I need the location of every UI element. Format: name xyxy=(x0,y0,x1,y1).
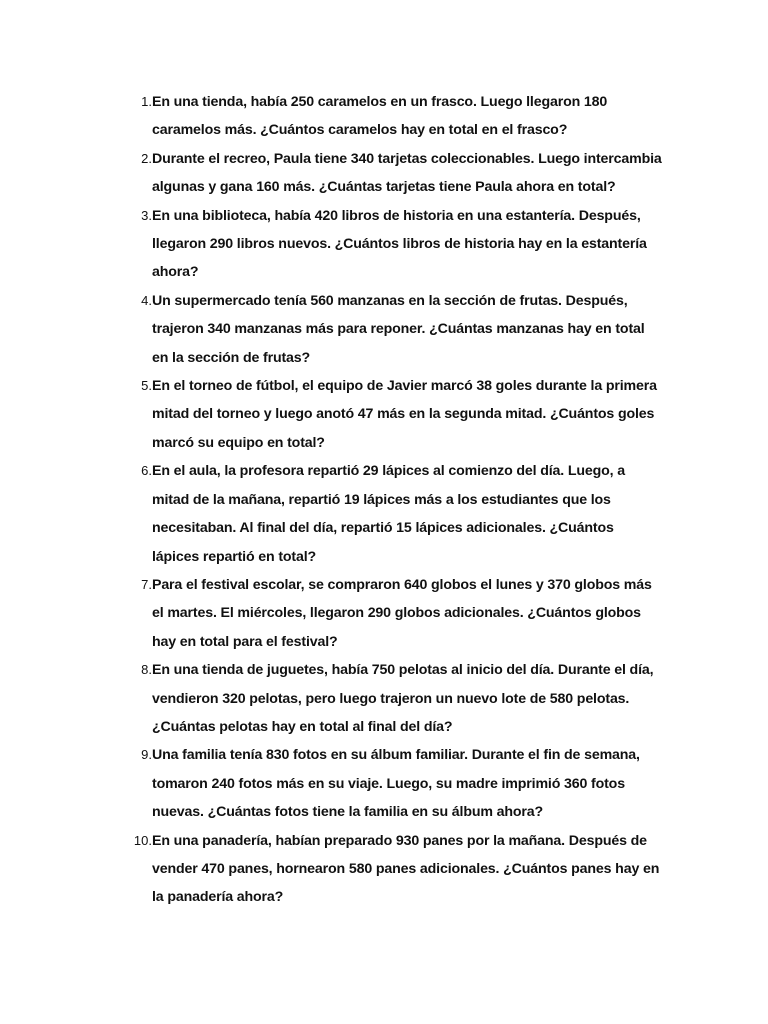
problem-item-3 xyxy=(124,202,664,287)
problem-number: 1. xyxy=(141,94,152,109)
problem-number: 5. xyxy=(141,378,152,394)
problem-text: En una tienda de juguetes, había 750 pelotas al inicio del día. Durante el día, vendieron 320 pelotas, pero luego trajeron un nuevo lote de 580 pelotas. ¿Cuántas pelotas hay en total al final del día? xyxy=(152,662,654,735)
problem-text: Un supermercado tenía 560 manzanas en la sección de frutas. Después, trajeron 340 manzanas más para reponer. ¿Cuántas manzanas hay en total en la sección de frutas? xyxy=(152,292,645,366)
problem-list xyxy=(124,88,664,912)
problem-text: En el aula, la profesora repartió 29 lápices al comienzo del día. Luego, a mitad de la mañana, repartió 19 lápices más a los estudiantes que los necesitaban. Al final del día, repartió 15 lápices adicionales. ¿Cuántos lápices repartió en total? xyxy=(152,463,626,565)
problem-item-7 xyxy=(124,571,664,656)
problem-number: 4. xyxy=(141,292,152,308)
problem-item-5 xyxy=(124,372,664,457)
problem-number: 9. xyxy=(141,747,152,763)
problem-text: Para el festival escolar, se compraron 640 globos el lunes y 370 globos más el martes. El miércoles, llegaron 290 globos adicionales. ¿Cuántos globos hay en total para el festival? xyxy=(152,576,652,650)
problem-item-6 xyxy=(124,457,664,571)
problem-item-1 xyxy=(124,88,664,145)
problem-text: En una biblioteca, había 420 libros de historia en una estantería. Después, llegaron 290 libros nuevos. ¿Cuántos libros de historia hay en la estantería ahora? xyxy=(152,207,647,281)
problem-item-10 xyxy=(124,827,664,912)
problem-number: 6. xyxy=(141,463,152,479)
problem-item-9 xyxy=(124,741,664,826)
problem-number: 3. xyxy=(141,207,152,223)
problem-item-2 xyxy=(124,145,664,202)
problem-number: 10. xyxy=(133,832,152,848)
problem-item-4 xyxy=(124,287,664,372)
problem-text: En el torneo de fútbol, el equipo de Javier marcó 38 goles durante la primera mitad del torneo y luego anotó 47 más en la segunda mitad. ¿Cuántos goles marcó su equipo en total? xyxy=(152,378,657,451)
problem-item-8 xyxy=(124,656,664,741)
problem-text: En una tienda, había 250 caramelos en un frasco. Luego llegaron 180 caramelos más. ¿Cuántos caramelos hay en total en el frasco? xyxy=(152,94,608,139)
problem-text: Durante el recreo, Paula tiene 340 tarjetas coleccionables. Luego intercambia algunas y gana 160 más. ¿Cuántas tarjetas tiene Paula ahora en total? xyxy=(152,150,662,196)
problem-number: 8. xyxy=(141,662,152,678)
problem-text: En una panadería, habían preparado 930 panes por la mañana. Después de vender 470 panes, hornearon 580 panes adicionales. ¿Cuántos panes hay en la panadería ahora? xyxy=(152,832,660,906)
problem-text: Una familia tenía 830 fotos en su álbum familiar. Durante el fin de semana, tomaron 240 fotos más en su viaje. Luego, su madre imprimió 360 fotos nuevas. ¿Cuántas fotos tiene la familia en su álbum ahora? xyxy=(152,747,640,821)
problem-number: 7. xyxy=(141,576,152,592)
problem-number: 2. xyxy=(141,150,152,166)
